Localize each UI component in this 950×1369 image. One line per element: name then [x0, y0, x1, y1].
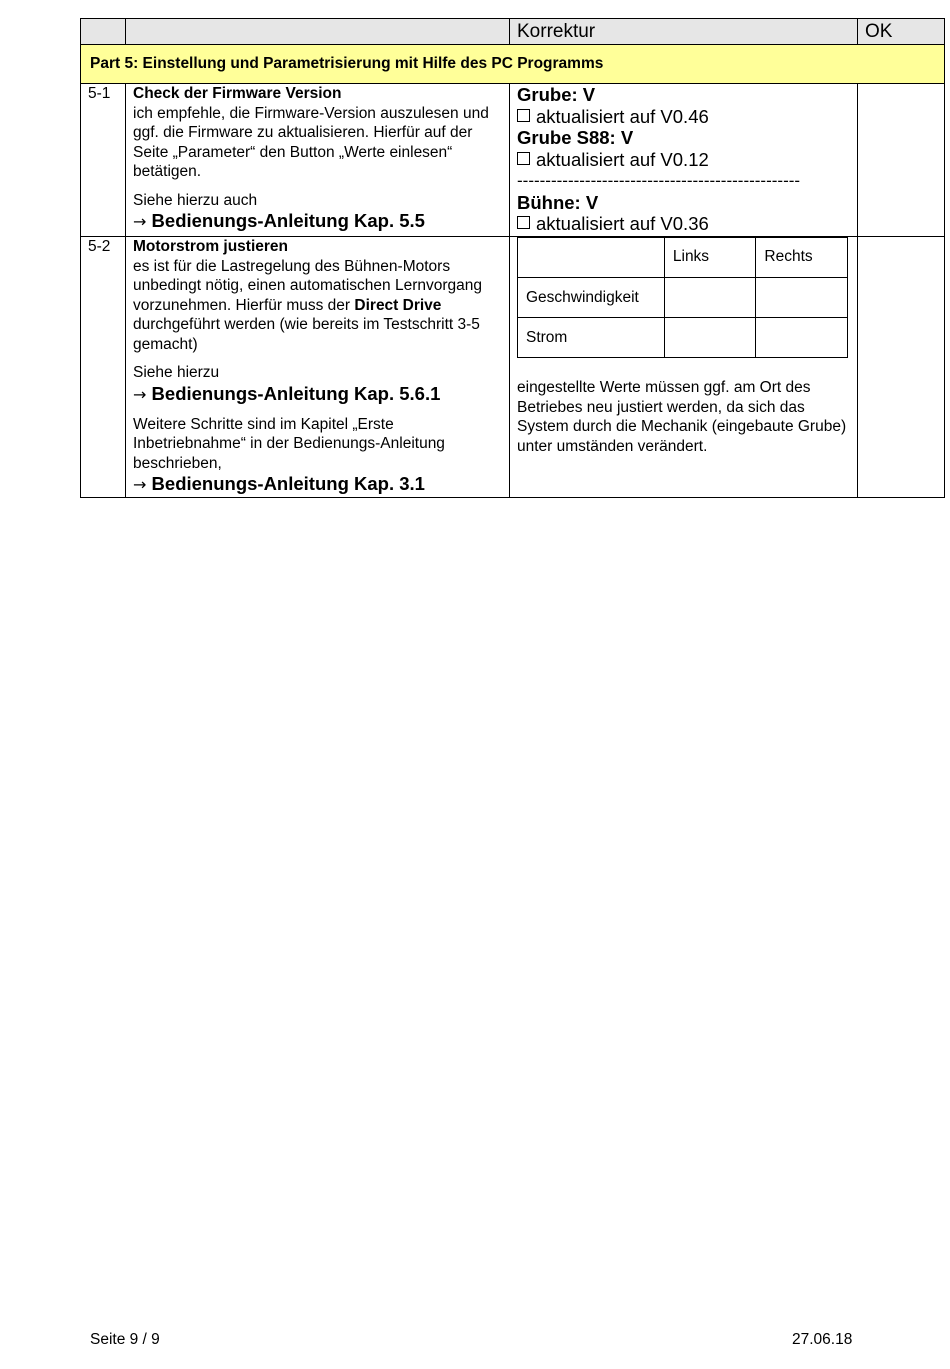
reference-link	[133, 210, 502, 233]
reference-link	[133, 383, 502, 406]
geschwindigkeit-row	[518, 278, 848, 318]
buehne-update-checkbox[interactable]	[517, 213, 850, 235]
table-row	[81, 84, 945, 237]
table-header-row	[81, 19, 945, 45]
column-links: Links	[664, 238, 756, 278]
further-steps-text: Weitere Schritte sind im Kapitel „Erste Inbetriebnahme“ in der Bedienungs-Anleitung beschrieben,	[133, 415, 445, 472]
row-label-geschwindigkeit: Geschwindigkeit	[518, 278, 665, 318]
test-protocol-table	[80, 18, 945, 498]
korrektur-cell	[510, 237, 858, 498]
row-description	[126, 84, 510, 237]
see-text: Siehe hierzu	[133, 364, 220, 381]
row-title: Check der Firmware Version	[133, 85, 342, 102]
ok-cell[interactable]	[858, 84, 945, 237]
table-row	[81, 237, 945, 498]
buehne-version-label: Bühne: V	[517, 191, 599, 213]
divider-line: --------------------------------------------------	[517, 171, 801, 190]
part-title: Part 5: Einstellung und Parametrisierung mit Hilfe des PC Programms	[81, 45, 945, 84]
row-description	[126, 237, 510, 498]
empty-header-cell	[518, 238, 665, 278]
korrektur-cell	[510, 84, 858, 237]
grube-s88-version-label: Grube S88: V	[517, 127, 634, 148]
strom-row	[518, 318, 848, 358]
header-korrektur: Korrektur	[510, 19, 858, 45]
geschwindigkeit-rechts-field[interactable]	[756, 278, 848, 318]
grube-version-label: Grube: V	[517, 84, 596, 105]
reference-text: Bedienungs-Anleitung Kap. 5.5	[151, 210, 425, 231]
grube-s88-update-checkbox[interactable]	[517, 149, 850, 171]
grube-s88-update-label: aktualisiert auf V0.12	[536, 148, 709, 170]
arrow-right-icon: →	[133, 475, 147, 494]
grube-update-checkbox[interactable]	[517, 106, 850, 128]
row-text: ich empfehle, die Firmware-Version auszulesen und ggf. die Firmware zu aktualisieren. Hierfür auf der Seite „Parameter“ den Button „Werte einlesen“ betätigen.	[133, 104, 489, 180]
motor-values-table	[517, 237, 848, 358]
buehne-update-label: aktualisiert auf V0.36	[536, 213, 709, 234]
checkbox-icon[interactable]	[517, 152, 530, 165]
header-description-cell	[126, 19, 510, 45]
reference-text: Bedienungs-Anleitung Kap. 3.1	[151, 473, 425, 494]
see-text: Siehe hierzu auch	[133, 191, 258, 209]
checkbox-icon[interactable]	[517, 109, 530, 122]
column-rechts: Rechts	[756, 238, 848, 278]
row-title: Motorstrom justieren	[133, 238, 289, 255]
part-title-row	[81, 45, 945, 84]
arrow-right-icon: →	[133, 384, 147, 404]
row-text: es ist für die Lastregelung des Bühnen-Motors unbedingt nötig, einen automatischen Lernvorgang vorzunehmen. Hierfür muss der Direct Drive durchgeführt werden (wie bereits im Testschritt 3-5 gemacht)	[133, 257, 483, 353]
reference-link	[133, 473, 502, 496]
strom-rechts-field[interactable]	[756, 318, 848, 358]
adjustment-note: eingestellte Werte müssen ggf. am Ort des Betriebes neu justiert werden, da sich das System durch die Mechanik (eingebaute Grube) unter umständen verändert.	[517, 379, 847, 455]
checkbox-icon[interactable]	[517, 216, 530, 229]
strom-links-field[interactable]	[664, 318, 756, 358]
row-label-strom: Strom	[518, 318, 665, 358]
page-number: Seite 9 / 9	[90, 1331, 160, 1348]
reference-text: Bedienungs-Anleitung Kap. 5.6.1	[151, 382, 441, 404]
motor-values-header	[518, 238, 848, 278]
document-date: 27.06.18	[792, 1331, 853, 1348]
header-number-cell	[81, 19, 126, 45]
grube-update-label: aktualisiert auf V0.46	[536, 105, 709, 127]
row-number: 5-2	[81, 237, 126, 498]
geschwindigkeit-links-field[interactable]	[664, 278, 756, 318]
ok-cell[interactable]	[858, 237, 945, 498]
header-ok: OK	[858, 19, 945, 45]
arrow-right-icon: →	[133, 212, 147, 231]
row-number: 5-1	[81, 84, 126, 237]
